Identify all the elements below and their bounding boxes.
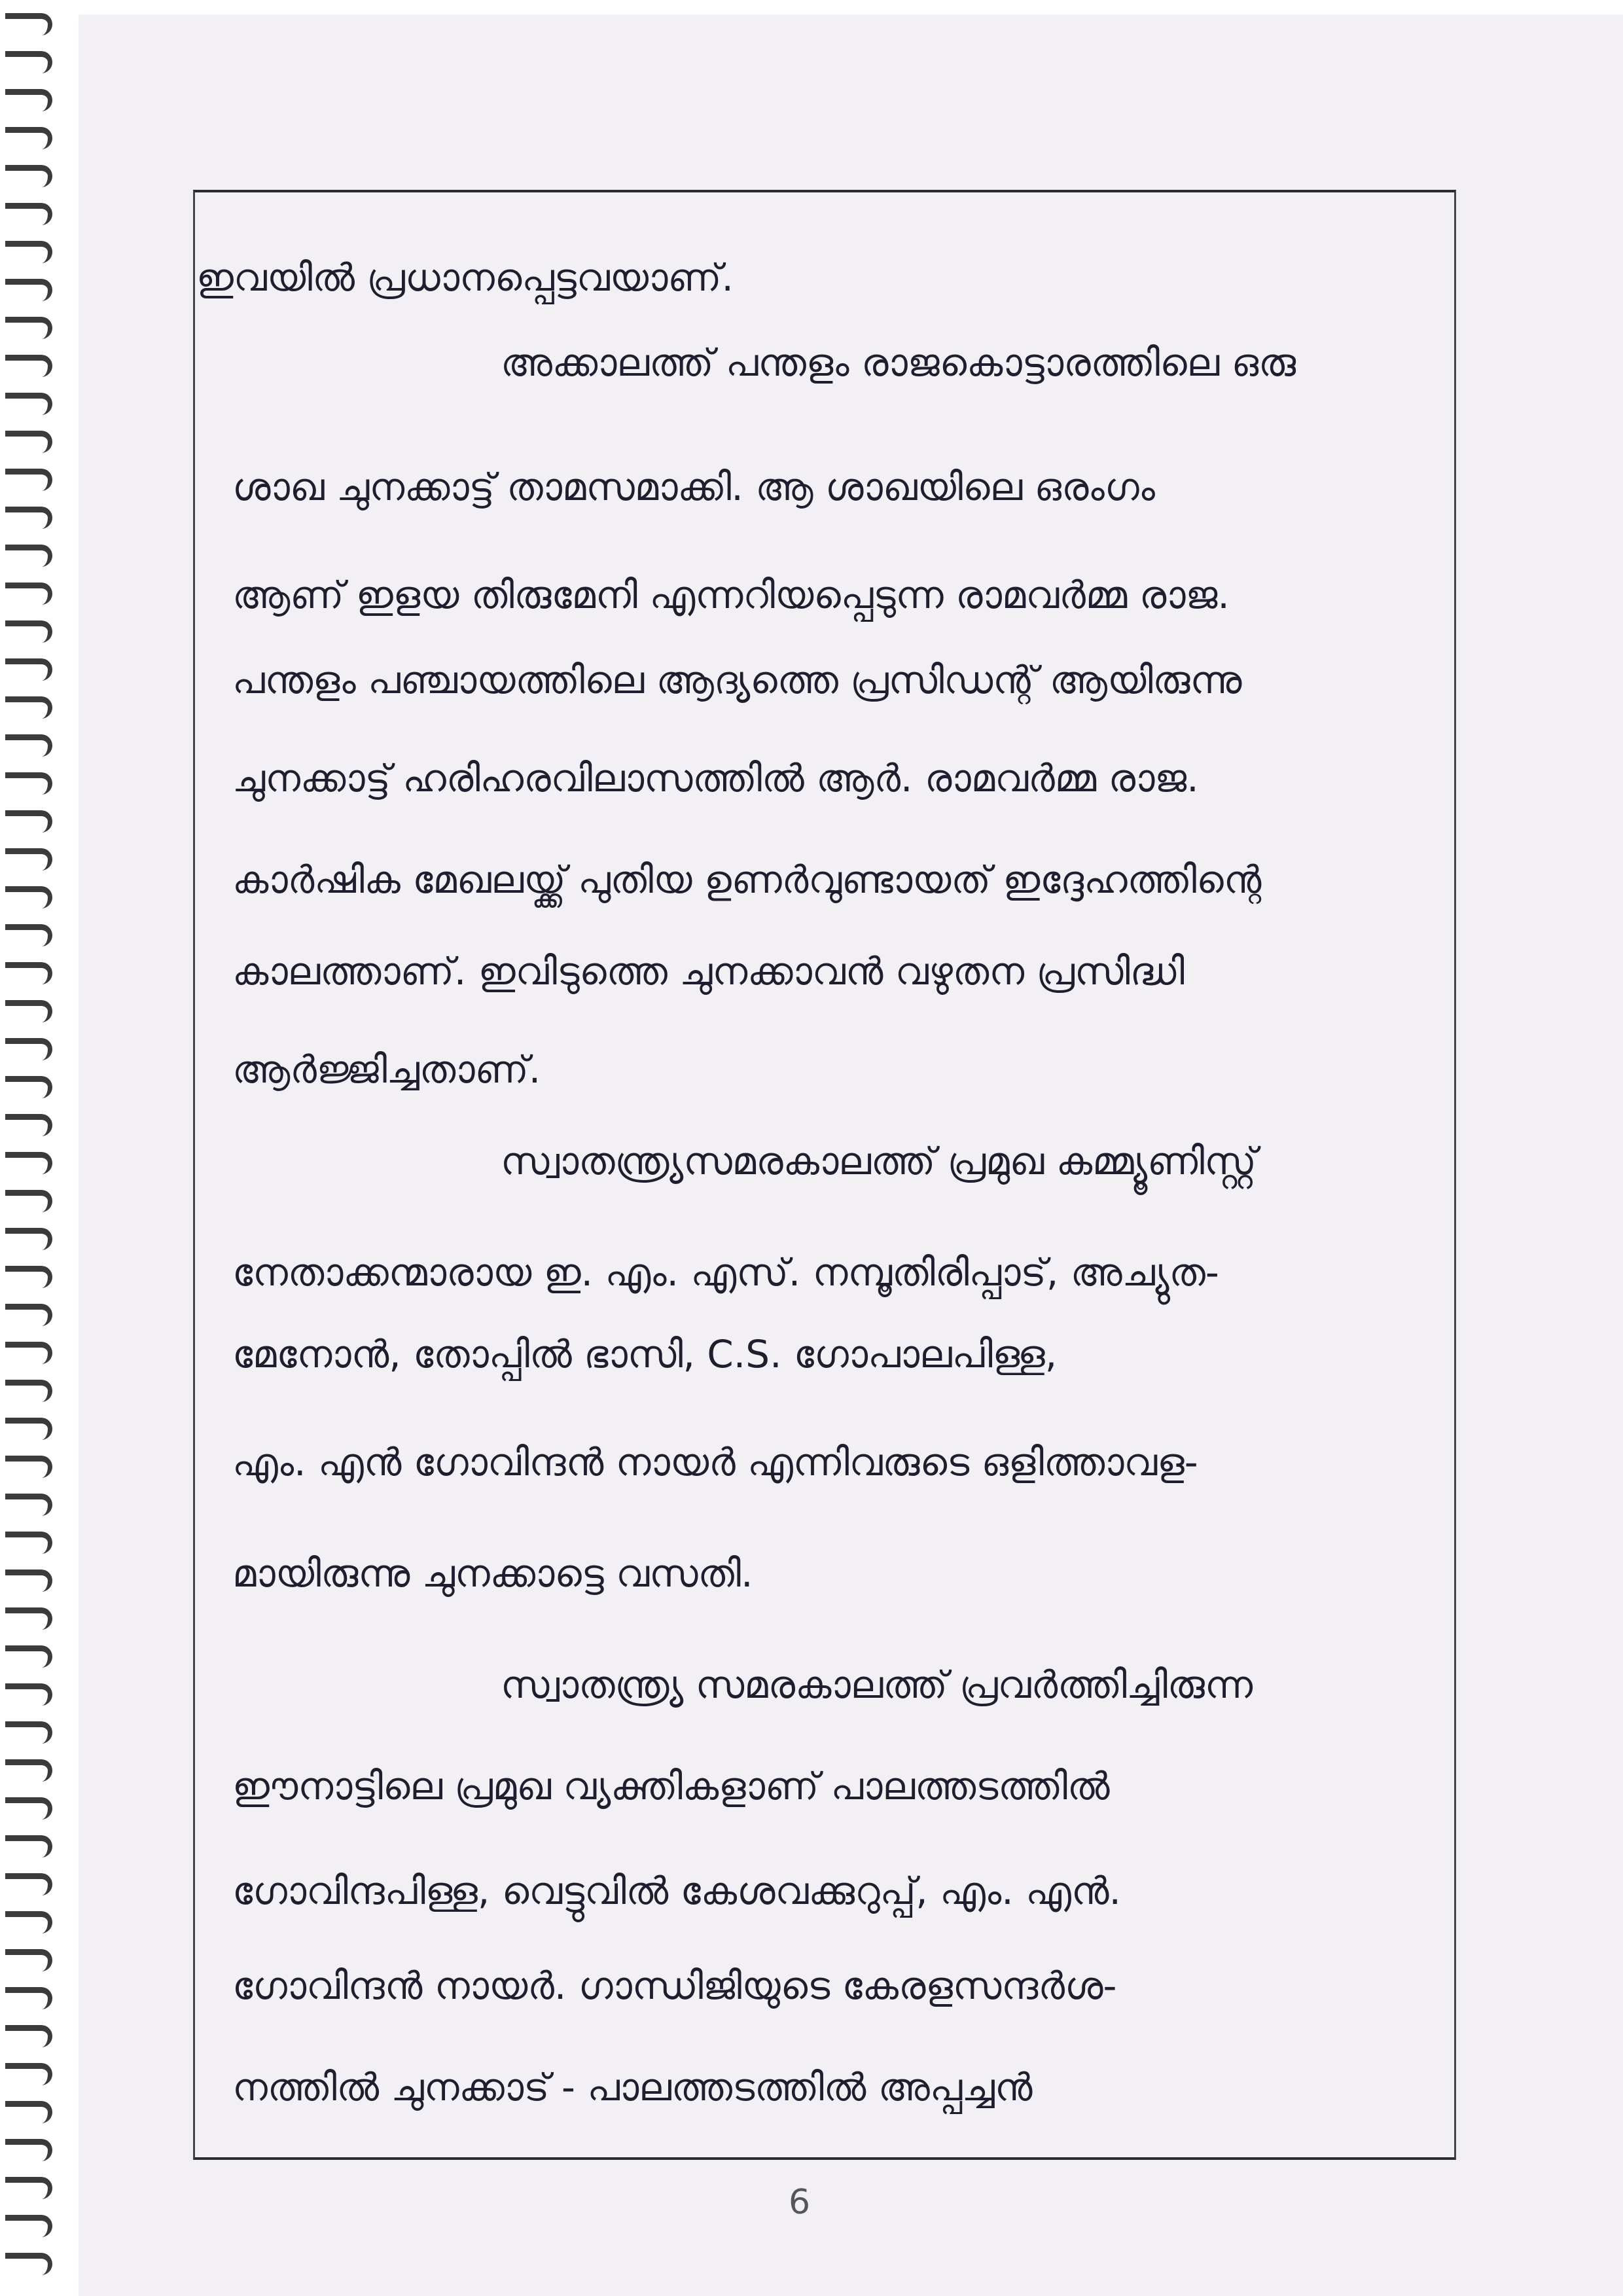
binding-coil: [5, 1570, 52, 1592]
binding-coil: [5, 1076, 52, 1098]
binding-coil: [5, 2253, 52, 2275]
text-line-16: ഈനാട്ടിലെ പ്രമുഖ വ്യക്തികളാണ് പാലത്തടത്തിൽ: [232, 1764, 1110, 1808]
text-line-9: ആർജ്ജിച്ചതാണ്.: [232, 1047, 541, 1092]
binding-coil: [5, 2025, 52, 2047]
text-line-5: പന്തളം പഞ്ചായത്തിലെ ആദ്യത്തെ പ്രസിഡന്റ് ആയിരുന്നു: [232, 658, 1242, 702]
binding-coil: [5, 1721, 52, 1744]
text-line-8: കാലത്താണ്. ഇവിടുത്തെ ചുനക്കാവൻ വഴുതന പ്രസിദ്ധി: [232, 949, 1185, 994]
binding-coil: [5, 1456, 52, 1478]
spiral-binding: [0, 0, 79, 2296]
binding-coil: [5, 165, 52, 187]
binding-coil: [5, 1949, 52, 1971]
binding-coil: [5, 1911, 52, 1933]
binding-coil: [5, 469, 52, 491]
text-line-4: ആണ് ഇളയ തിരുമേനി എന്നറിയപ്പെടുന്ന രാമവർമ്മ രാജ.: [232, 573, 1230, 617]
binding-coil: [5, 89, 52, 111]
binding-coil: [5, 1152, 52, 1174]
binding-coil: [5, 2101, 52, 2123]
binding-coil: [5, 1000, 52, 1022]
binding-coil: [5, 431, 52, 453]
binding-coil: [5, 203, 52, 225]
binding-coil: [5, 127, 52, 149]
binding-coil: [5, 1532, 52, 1554]
binding-coil: [5, 924, 52, 946]
text-line-18: ഗോവിന്ദൻ നായർ. ഗാന്ധിജിയുടെ കേരളസന്ദർശ-: [232, 1964, 1117, 2008]
binding-coil: [5, 1038, 52, 1060]
binding-coil: [5, 1114, 52, 1136]
binding-coil: [5, 1266, 52, 1288]
binding-coil: [5, 545, 52, 567]
binding-coil: [5, 1380, 52, 1402]
binding-coil: [5, 2215, 52, 2237]
binding-coil: [5, 1190, 52, 1212]
text-line-6: ചുനക്കാട്ട് ഹരിഹരവിലാസത്തിൽ ആർ. രാമവർമ്മ രാജ.: [232, 756, 1199, 800]
text-line-12: മേനോൻ, തോപ്പിൽ ഭാസി, C.S. ഗോപാലപിള്ള,: [232, 1332, 1058, 1376]
binding-coil: [5, 886, 52, 908]
binding-coil: [5, 2063, 52, 2085]
binding-coil: [5, 1607, 52, 1630]
binding-coil: [5, 620, 52, 643]
binding-coil: [5, 1645, 52, 1668]
binding-coil: [5, 1987, 52, 2009]
binding-coil: [5, 848, 52, 870]
binding-coil: [5, 658, 52, 681]
binding-coil: [5, 355, 52, 377]
binding-coil: [5, 1228, 52, 1250]
binding-coil: [5, 962, 52, 984]
page-number: 6: [789, 2183, 811, 2222]
text-line-13: എം. എൻ ഗോവിന്ദൻ നായർ എന്നിവരുടെ ഒളിത്താവള-: [232, 1440, 1198, 1484]
text-line-19: നത്തിൽ ചുനക്കാട് - പാലത്തടത്തിൽ അപ്പച്ചൻ: [232, 2065, 1033, 2109]
binding-coil: [5, 51, 52, 73]
binding-coil: [5, 13, 52, 35]
binding-coil: [5, 279, 52, 301]
text-line-1: ഇവയിൽ പ്രധാനപ്പെട്ടവയാണ്.: [196, 255, 734, 300]
text-line-10: സ്വാതന്ത്ര്യസമരകാലത്ത് പ്രമുഖ കമ്മ്യൂണിസ്റ്റ്: [501, 1139, 1257, 1183]
binding-coil: [5, 734, 52, 757]
binding-coil: [5, 1418, 52, 1440]
text-line-14: മായിരുന്നു ചുനക്കാട്ടെ വസതി.: [232, 1551, 753, 1596]
binding-coil: [5, 1304, 52, 1326]
binding-coil: [5, 2139, 52, 2161]
binding-coil: [5, 1873, 52, 1895]
text-line-17: ഗോവിന്ദപിള്ള, വെട്ടുവിൽ കേശവക്കുറുപ്പ്, എം. എൻ.: [232, 1869, 1121, 1913]
page-top-edge: [79, 0, 1623, 14]
binding-coil: [5, 241, 52, 263]
binding-coil: [5, 810, 52, 833]
binding-coil: [5, 317, 52, 339]
binding-coil: [5, 1759, 52, 1782]
text-line-15: സ്വാതന്ത്ര്യ സമരകാലത്ത് പ്രവർത്തിച്ചിരുന്ന: [501, 1662, 1253, 1707]
binding-coil: [5, 1683, 52, 1706]
binding-coil: [5, 1494, 52, 1516]
binding-coil: [5, 696, 52, 719]
binding-coil: [5, 1342, 52, 1364]
binding-coil: [5, 583, 52, 605]
binding-coil: [5, 2177, 52, 2199]
binding-coil: [5, 1797, 52, 1820]
binding-coil: [5, 393, 52, 415]
text-line-2: അക്കാലത്ത് പന്തളം രാജകൊട്ടാരത്തിലെ ഒരു: [501, 340, 1296, 385]
binding-coil: [5, 1835, 52, 1857]
binding-coil: [5, 772, 52, 795]
binding-coil: [5, 507, 52, 529]
text-line-11: നേതാക്കന്മാരായ ഇ. എം. എസ്. നമ്പൂതിരിപ്പാട്, അച്യുത-: [232, 1250, 1219, 1295]
text-line-3: ശാഖ ചുനക്കാട്ട് താമസമാക്കി. ആ ശാഖയിലെ ഒരംഗം: [232, 465, 1155, 509]
text-line-7: കാർഷിക മേഖലയ്ക്ക് പുതിയ ഉണർവുണ്ടായത് ഇദ്ദേഹത്തിന്റെ: [232, 857, 1262, 902]
